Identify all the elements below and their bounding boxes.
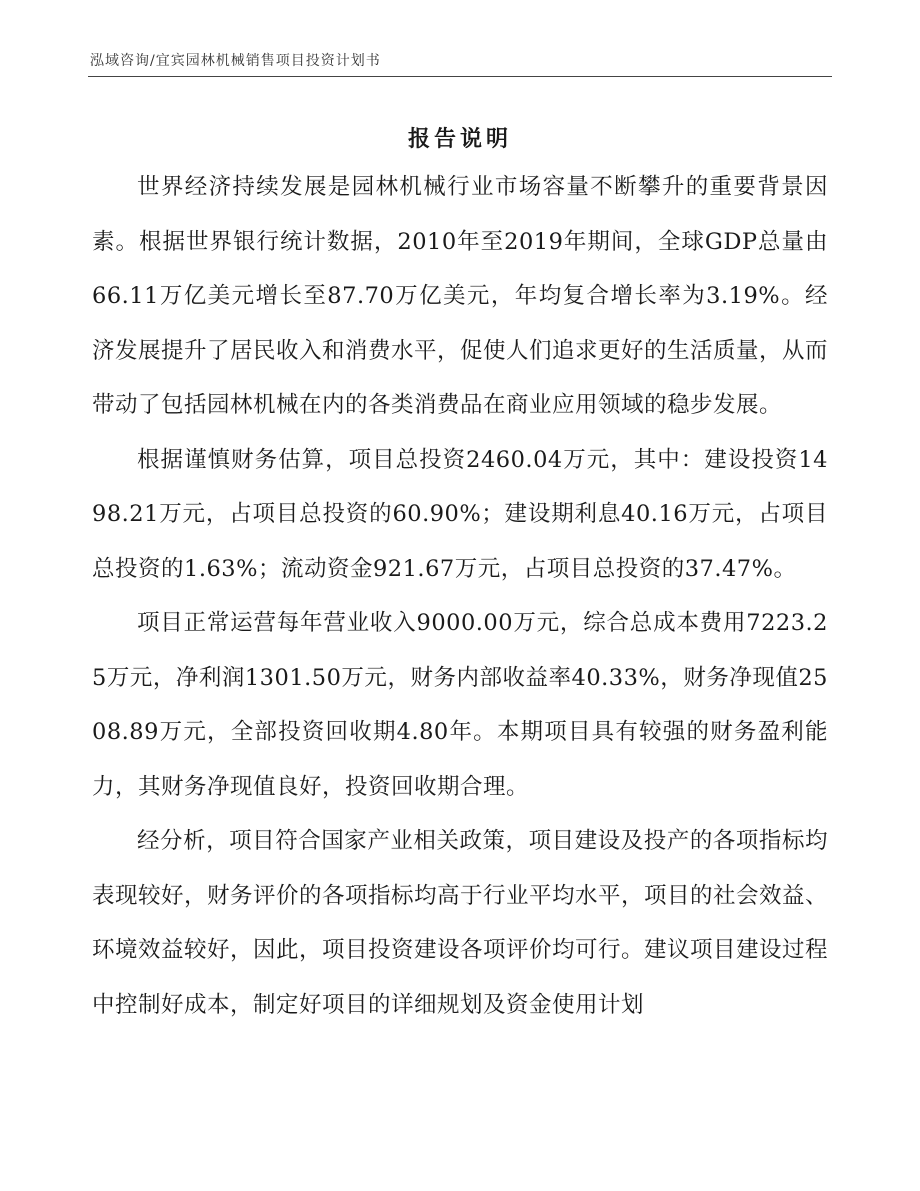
page-title: 报告说明 xyxy=(407,127,512,152)
document-body xyxy=(92,160,828,1032)
paragraph-conclusion: 经分析，项目符合国家产业相关政策，项目建设及投产的各项指标均表现较好，财务评价的各项指标均高于行业平均水平，项目的社会效益、环境效益较好，因此，项目投资建设各项评价均可行。建议项目建设过程中控制好成本，制定好项目的详细规划及资金使用计划 xyxy=(92,828,829,1018)
paragraph-market-background: 世界经济持续发展是园林机械行业市场容量不断攀升的重要背景因素。根据世界银行统计数据，2010年至2019年期间，全球GDP总量由66.11万亿美元增长至87.70万亿美元，年均复合增长率为3.19%。经济发展提升了居民收入和消费水平，促使人们追求更好的生活质量，从而带动了包括园林机械在内的各类消费品在商业应用领域的稳步发展。 xyxy=(92,174,829,418)
running-header: 泓域咨询/宜宾园林机械销售项目投资计划书 xyxy=(90,53,381,69)
paragraph-financial-returns: 项目正常运营每年营业收入9000.00万元，综合总成本费用7223.25万元，净利润1301.50万元，财务内部收益率40.33%，财务净现值2508.89万元，全部投资回收期4.80年。本期项目具有较强的财务盈利能力，其财务净现值良好，投资回收期合理。 xyxy=(92,610,828,800)
header-divider xyxy=(88,76,832,77)
paragraph-investment-estimate: 根据谨慎财务估算，项目总投资2460.04万元，其中：建设投资1498.21万元，占项目总投资的60.90%；建设期利息40.16万元，占项目总投资的1.63%；流动资金921.67万元，占项目总投资的37.47%。 xyxy=(92,446,828,582)
